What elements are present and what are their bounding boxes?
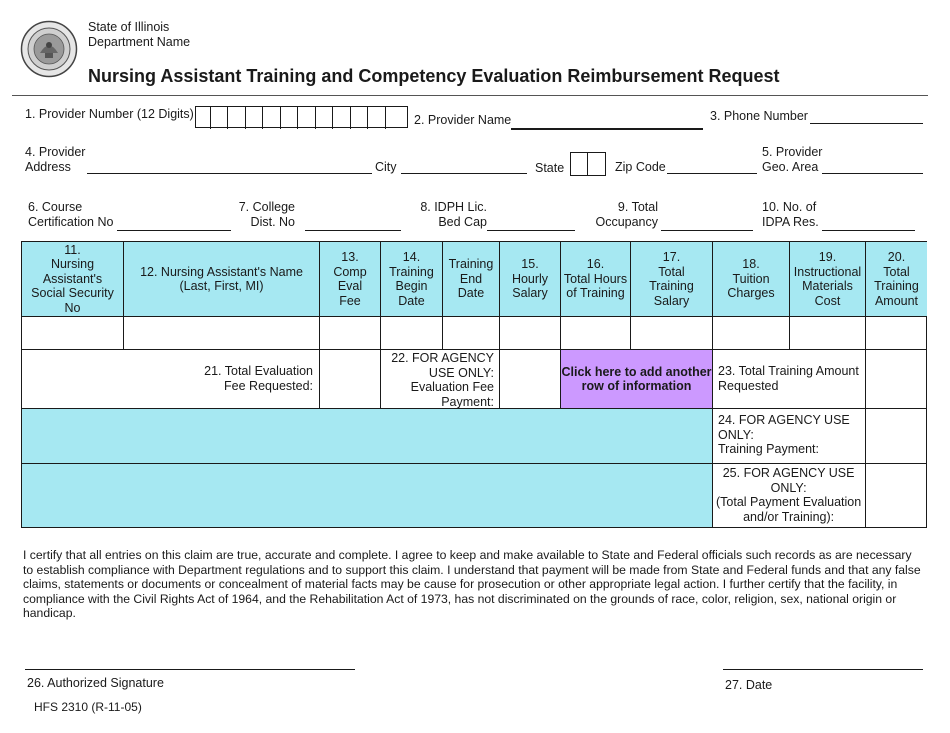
agency-eval-fee-label-cell — [381, 350, 500, 409]
city-label: City — [375, 160, 397, 174]
total-eval-fee-label-cell — [22, 350, 320, 409]
agency-eval-fee-label: 22. FOR AGENCY USE ONLY: Evaluation Fee Payment: — [391, 351, 494, 409]
title-divider — [12, 95, 928, 96]
provider-name-label: 2. Provider Name — [414, 113, 512, 127]
phone-label: 3. Phone Number — [710, 109, 808, 123]
cell-end-date[interactable] — [443, 317, 500, 350]
agency-training-payment-label: 24. FOR AGENCY USE ONLY: Training Payment: — [718, 413, 850, 456]
total-training-requested-label-cell — [713, 350, 866, 409]
total-eval-fee-input[interactable] — [320, 350, 381, 409]
header-begin-date: 14. Training Begin Date — [381, 242, 443, 317]
phone-field[interactable] — [810, 108, 923, 124]
state-field[interactable] — [570, 152, 606, 176]
idpa-res-label: 10. No. of IDPA Res. — [762, 200, 819, 229]
geo-area-label: 5. Provider Geo. Area — [762, 145, 823, 174]
provider-address-label: 4. Provider Address — [25, 145, 86, 174]
certification-text: I certify that all entries on this claim are true, accurate and complete. I agree to keep and make available to State and Federal officials such records as are necessary to establish compliance with Department regulations and to support this claim. I understand that payment will be made from State and Federal funds and that any false claims, statements or documents or concealment of material facts may be cause for prosecution or other appropriate legal action. I further certify that the facility, in compliance with the Civil Rights Act of 1964, and the Rehabilitation Act of 1973, has not discriminated on the grounds of race, color, religion, sex, national origin or handicap. — [23, 548, 921, 621]
cell-ssn[interactable] — [22, 317, 124, 350]
college-dist-label: 7. College Dist. No — [238, 200, 295, 229]
cell-tuition[interactable] — [713, 317, 790, 350]
form-number: HFS 2310 (R-11-05) — [34, 700, 142, 714]
course-cert-field[interactable] — [117, 215, 231, 231]
zip-field[interactable] — [667, 158, 757, 174]
header-materials-cost: 19. Instructional Materials Cost — [790, 242, 866, 317]
college-dist-field[interactable] — [305, 215, 401, 231]
signature-label: 26. Authorized Signature — [27, 676, 164, 690]
page-title: Nursing Assistant Training and Competency Evaluation Reimbursement Request — [88, 66, 780, 86]
header-total-training-amount: 20. Total Training Amount — [866, 242, 927, 317]
signature-line[interactable] — [25, 669, 355, 670]
agency-total-payment-input[interactable] — [866, 464, 927, 527]
header-total-hours: 16. Total Hours of Training — [561, 242, 631, 317]
date-line[interactable] — [723, 669, 923, 670]
header-name: 12. Nursing Assistant's Name (Last, First, MI) — [124, 242, 320, 317]
header-total-training-salary: 17. Total Training Salary — [631, 242, 713, 317]
idph-bed-label: 8. IDPH Lic. Bed Cap — [420, 200, 487, 229]
agency-total-payment-label: 25. FOR AGENCY USE ONLY: (Total Payment Evaluation and/or Training): — [716, 466, 862, 524]
cell-begin-date[interactable] — [381, 317, 443, 350]
city-field[interactable] — [401, 158, 527, 174]
provider-number-label: 1. Provider Number (12 Digits) — [25, 107, 194, 121]
total-occupancy-label: 9. Total Occupancy — [595, 200, 658, 229]
zip-label: Zip Code — [615, 160, 666, 174]
cell-comp-eval-fee[interactable] — [320, 317, 381, 350]
cell-total-hours[interactable] — [561, 317, 631, 350]
training-table — [21, 241, 927, 528]
add-row-button[interactable]: Click here to add another row of information — [561, 350, 713, 409]
cell-materials-cost[interactable] — [790, 317, 866, 350]
total-occupancy-field[interactable] — [661, 215, 753, 231]
idph-bed-field[interactable] — [487, 215, 575, 231]
state-seal-icon — [20, 20, 78, 78]
department-name: Department Name — [88, 35, 191, 49]
cell-total-training-amount[interactable] — [866, 317, 927, 350]
provider-number-input[interactable] — [195, 106, 408, 128]
course-cert-label: 6. Course Certification No — [28, 200, 114, 229]
date-label: 27. Date — [725, 678, 773, 692]
agency-training-payment-label-cell — [713, 409, 866, 464]
provider-address-field[interactable] — [87, 158, 372, 174]
state-label: State — [535, 161, 565, 175]
header-hourly-salary: 15. Hourly Salary — [500, 242, 561, 317]
header-ssn: 11. Nursing Assistant's Social Security No — [22, 242, 124, 317]
agency-training-payment-input[interactable] — [866, 409, 927, 464]
header-end-date: Training End Date — [443, 242, 500, 317]
agency-eval-fee-input[interactable] — [500, 350, 561, 409]
header-tuition: 18. Tuition Charges — [713, 242, 790, 317]
cell-total-training-salary[interactable] — [631, 317, 713, 350]
geo-area-field[interactable] — [822, 158, 923, 174]
agency-area-24 — [22, 409, 713, 464]
total-eval-fee-label: 21. Total Evaluation Fee Requested: — [204, 364, 313, 393]
header-comp-eval-fee: 13. Comp Eval Fee — [320, 242, 381, 317]
cell-name[interactable] — [124, 317, 320, 350]
agency-area-25 — [22, 464, 713, 527]
provider-name-field[interactable] — [511, 110, 703, 130]
total-training-requested-label: 23. Total Training Amount Requested — [718, 364, 859, 393]
cell-hourly-salary[interactable] — [500, 317, 561, 350]
idpa-res-field[interactable] — [822, 215, 915, 231]
total-training-requested-input[interactable] — [866, 350, 927, 409]
state-name: State of Illinois — [88, 20, 170, 34]
agency-total-payment-label-cell — [713, 464, 866, 527]
